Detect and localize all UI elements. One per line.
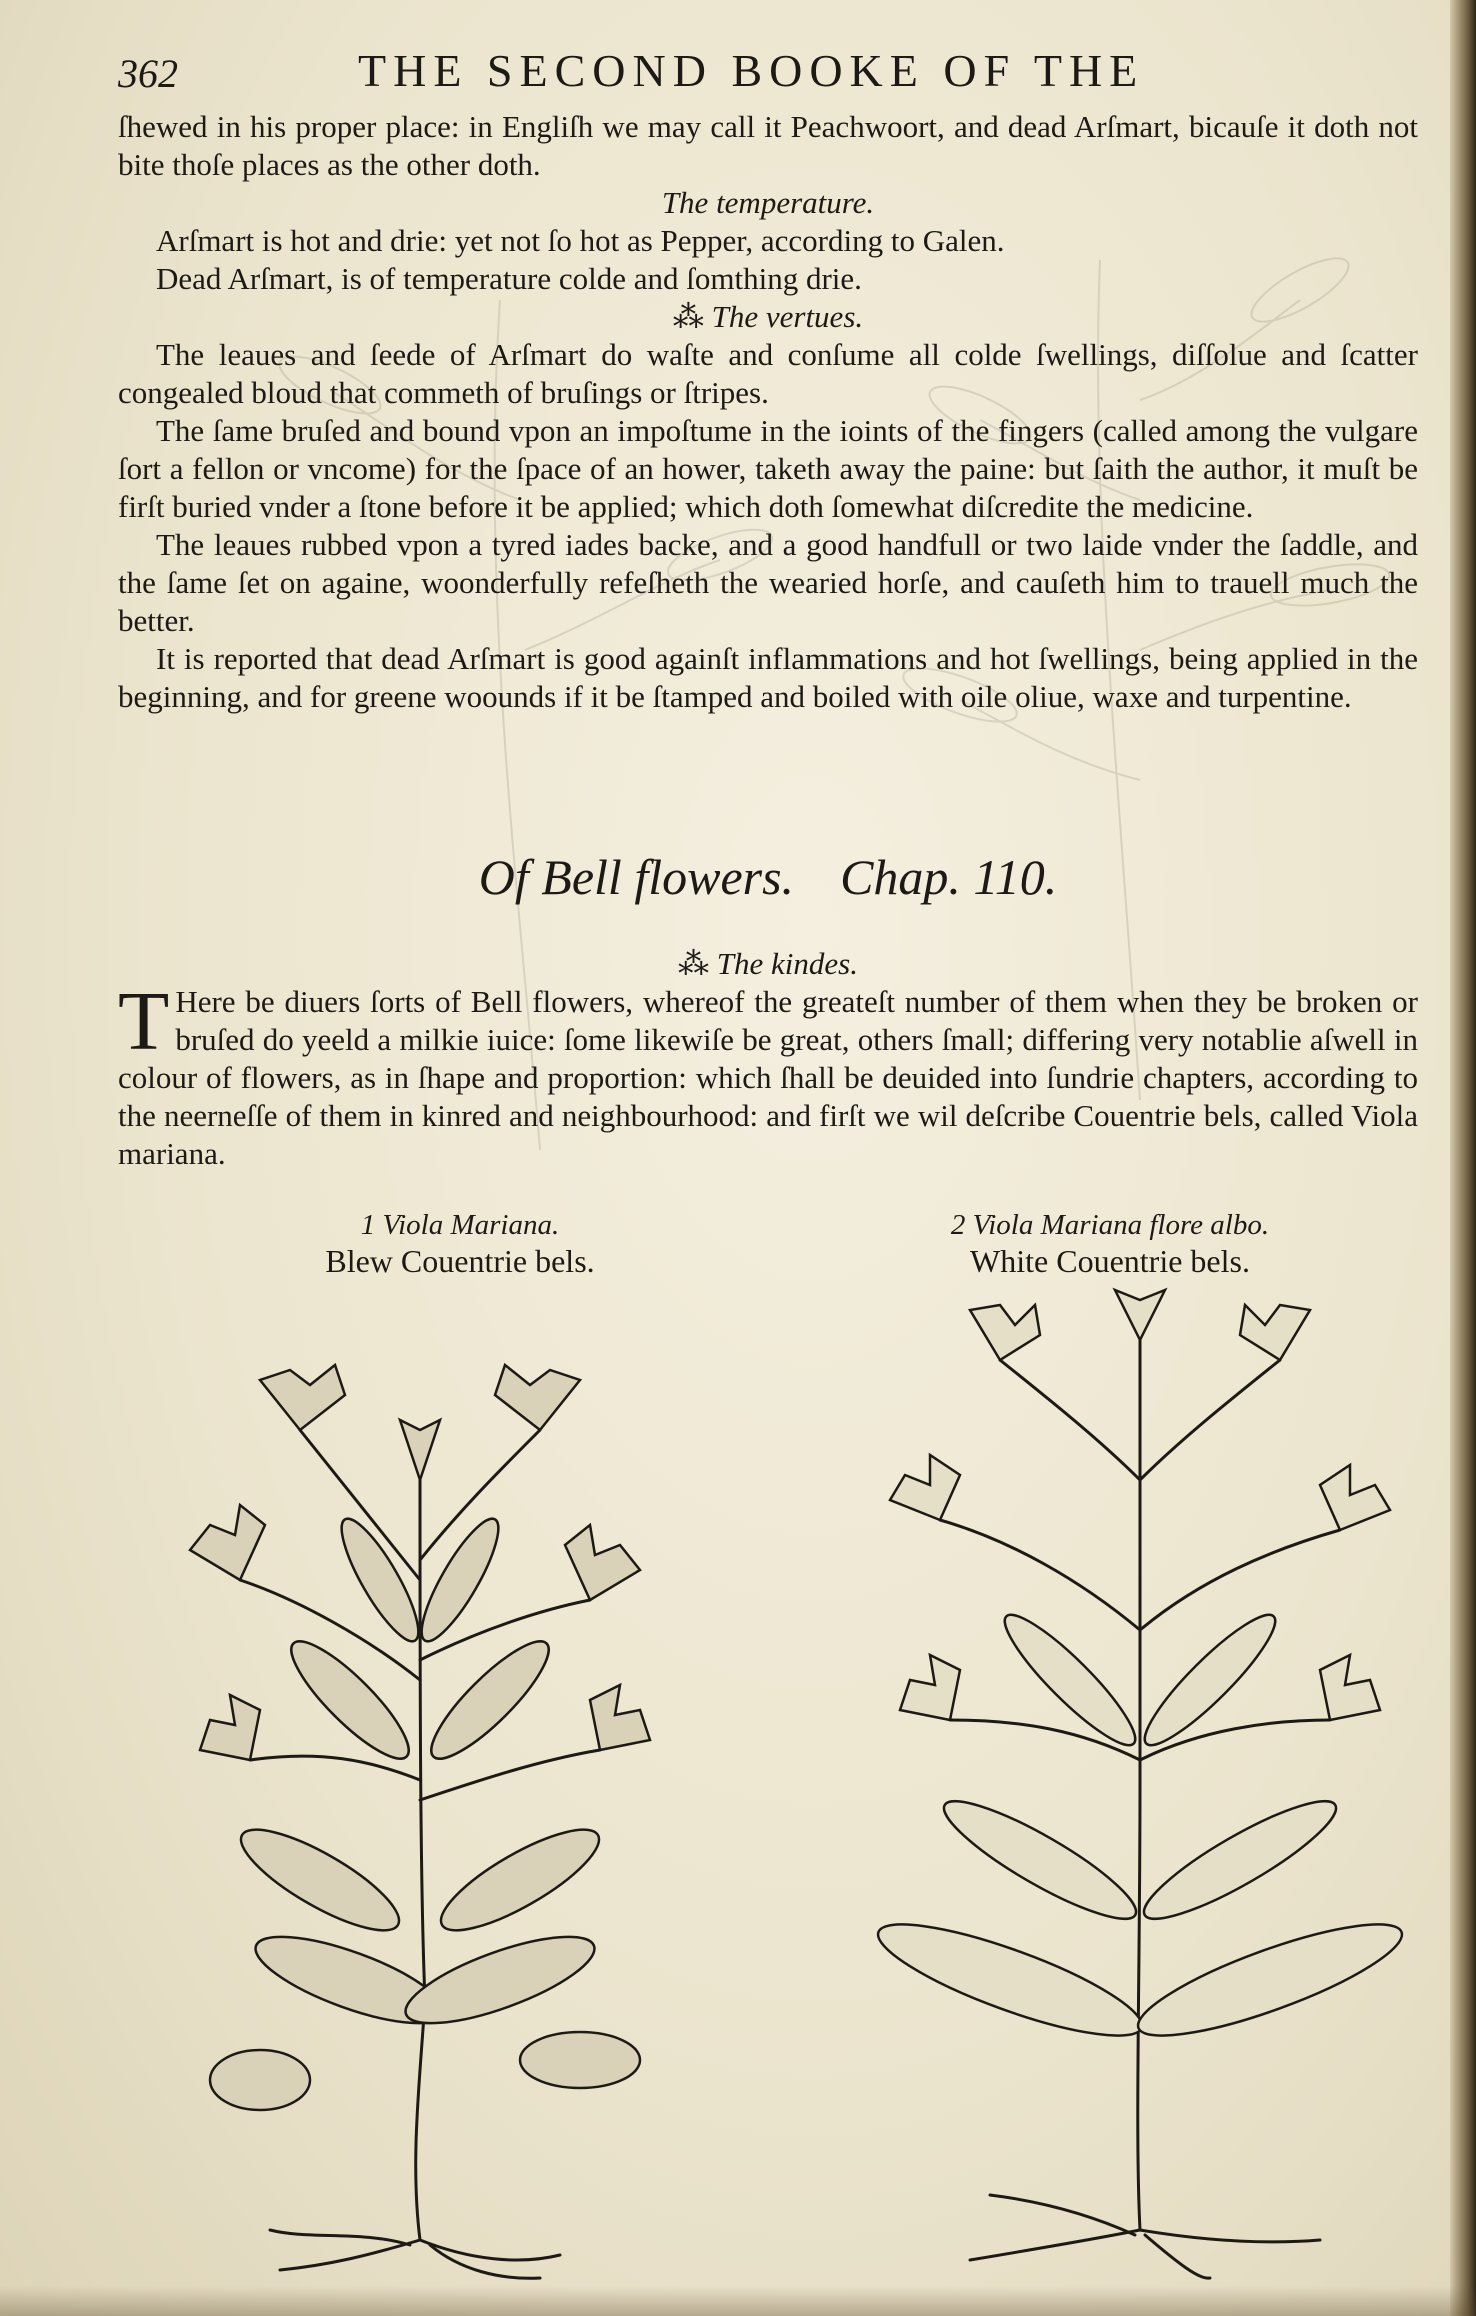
white-couentrie-bels-woodcut <box>850 1280 1430 2280</box>
asterism-icon: ⁂ <box>678 946 717 981</box>
vertue-paragraph-3: The leaues rubbed vpon a tyred iades backe, and a good handfull or two laide vnder the ſaddle, and the ſame ſet on againe, woonderfully refeſheth the wearied horſe, and cauſeth him to trauell much the better. <box>118 527 1418 638</box>
figure-2-latin-name: 2 Viola Mariana flore albo. <box>950 1209 1270 1241</box>
page-number: 362 <box>118 51 178 96</box>
vertue-paragraph-4: It is reported that dead Arſmart is good againſt inflammations and hot ſwellings, being applied in the beginning, and for greene woounds if it be ſtamped and boiled with oile oliue, waxe and turpentine. <box>118 641 1418 714</box>
drop-capital: T <box>118 975 170 1068</box>
vertues-heading-text: The vertues. <box>711 299 864 334</box>
figure-1-latin-name: 1 Viola Mariana. <box>360 1209 560 1241</box>
vertue-paragraph-1: The leaues and ſeede of Arſmart do waſte and conſume all colde ſwellings, diſſolue and ſcatter congealed bloud that commeth of bruſings or ſtripes. <box>118 337 1418 410</box>
kinds-heading-text: The kindes. <box>716 946 858 981</box>
vertue-paragraph-2: The ſame bruſed and bound vpon an impoſtume in the ioints of the fingers (called among the vulgare ſort a fellon or vncome) for the ſpace of an hower, taketh away the paine: but ſaith the author, it muſt be firſt buried vnder a ſtone before it be applied; which doth ſomewhat diſcredite the medicine. <box>118 413 1418 524</box>
paragraph-names: ſhewed in his proper place: in Engliſh we may call it Peachwoort, and dead Arſmart, bicauſe it doth not bite thoſe places as the other doth. <box>118 109 1418 182</box>
page-header <box>118 44 1448 104</box>
figure-caption-2 <box>830 1208 1390 1280</box>
blew-couentrie-bels-woodcut <box>120 1280 740 2280</box>
asterism-icon: ⁂ <box>672 299 712 334</box>
kinds-section <box>118 945 1418 1173</box>
chapter-heading <box>118 848 1418 906</box>
vertues-heading <box>118 298 1418 336</box>
chapter-title: Of Bell flowers. <box>478 849 795 905</box>
temperature-line-1: Arſmart is hot and drie: yet not ſo hot as Pepper, according to Galen. <box>156 223 1005 258</box>
temperature-line-2: Dead Arſmart, is of temperature colde and ſomthing drie. <box>156 261 862 296</box>
page-bottom-shadow <box>0 2286 1476 2316</box>
arsmart-continuation <box>118 108 1418 716</box>
figure-1-english-name: Blew Couentrie bels. <box>325 1243 595 1279</box>
kinds-heading <box>118 945 1418 983</box>
book-gutter-edge <box>1450 0 1476 2316</box>
temperature-heading: The temperature. <box>661 185 875 220</box>
figure-2-english-name: White Couentrie bels. <box>970 1243 1250 1279</box>
kinds-text: Here be diuers ſorts of Bell flowers, whereof the greateſt number of them when they be broken or bruſed do yeeld a milkie iuice: ſome likewiſe be great, others ſmall; differing very notablie aſwell in colour of flowers, as in ſhape and proportion: which ſhall be deuided into ſundrie chapters, according to the neerneſſe of them in kinred and neighbourhood: and firſt we wil deſcribe Couentrie bels, called Viola mariana. <box>118 984 1418 1171</box>
figure-caption-1 <box>200 1208 720 1280</box>
running-head: THE SECOND BOOKE OF THE <box>358 45 1145 96</box>
chapter-number: Chap. 110. <box>840 849 1058 905</box>
kinds-paragraph <box>118 975 1418 1173</box>
